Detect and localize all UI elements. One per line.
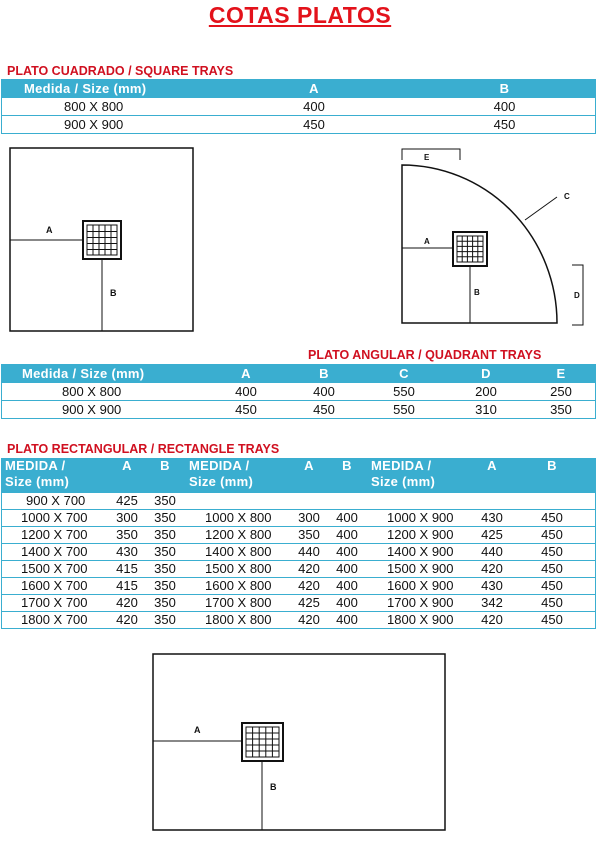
table-row xyxy=(2,595,596,612)
table-row xyxy=(2,561,596,578)
cell-b: 450 xyxy=(509,561,596,578)
quadrant-table xyxy=(1,364,596,419)
col-header-d: D xyxy=(445,365,527,383)
table-row xyxy=(2,612,596,629)
table-row xyxy=(2,493,596,510)
col-header-c: C xyxy=(363,365,445,383)
cell-size: 800 X 800 xyxy=(2,98,215,116)
rectangle-table-header xyxy=(2,458,596,493)
cell-size: 1400 X 900 xyxy=(368,544,475,561)
cell-size: 900 X 700 xyxy=(2,493,111,510)
cell-a: 430 xyxy=(475,510,509,527)
cell-size: 1600 X 900 xyxy=(368,578,475,595)
cell-size xyxy=(368,493,475,510)
cell-size: 1000 X 800 xyxy=(186,510,292,527)
table-row xyxy=(2,383,596,401)
cell-a: 430 xyxy=(475,578,509,595)
cell-a xyxy=(475,493,509,510)
cell-a: 440 xyxy=(292,544,326,561)
cell-a: 420 xyxy=(475,561,509,578)
cell-size: 1700 X 700 xyxy=(2,595,111,612)
cell-size: 1600 X 700 xyxy=(2,578,111,595)
cell-b: 350 xyxy=(144,527,186,544)
cell-a: 420 xyxy=(292,561,326,578)
square-tray-diagram xyxy=(0,140,200,340)
drain-grate-icon xyxy=(83,221,121,259)
col-header-size-2: MEDIDA / Size (mm) xyxy=(186,458,292,493)
cell-b: 350 xyxy=(144,612,186,629)
cell-b: 450 xyxy=(509,595,596,612)
cell-b: 350 xyxy=(144,578,186,595)
cell-e: 250 xyxy=(527,383,596,401)
cell-size: 800 X 800 xyxy=(2,383,208,401)
cell-b: 400 xyxy=(326,561,368,578)
cell-a: 415 xyxy=(110,578,144,595)
cell-size: 900 X 900 xyxy=(2,116,215,134)
label-b: B xyxy=(474,288,480,297)
table-row xyxy=(2,98,596,116)
cell-a: 400 xyxy=(207,383,285,401)
label-a: A xyxy=(194,725,201,735)
col-header-size: Medida / Size (mm) xyxy=(2,80,215,98)
col-header-b-3: B xyxy=(509,458,596,493)
table-row xyxy=(2,116,596,134)
table-row xyxy=(2,510,596,527)
drain-grate-icon xyxy=(242,723,283,761)
cell-a: 300 xyxy=(110,510,144,527)
quadrant-section-title: PLATO ANGULAR / QUADRANT TRAYS xyxy=(308,348,542,362)
col-header-b-2: B xyxy=(326,458,368,493)
rectangle-table xyxy=(1,458,596,629)
cell-a: 420 xyxy=(110,595,144,612)
page-title: COTAS PLATOS xyxy=(208,2,392,28)
cell-size: 1700 X 800 xyxy=(186,595,292,612)
cell-b: 400 xyxy=(326,595,368,612)
cell-a xyxy=(292,493,326,510)
col-header-size: Medida / Size (mm) xyxy=(2,365,208,383)
cell-a: 420 xyxy=(475,612,509,629)
cell-size: 1600 X 800 xyxy=(186,578,292,595)
cell-size: 1800 X 800 xyxy=(186,612,292,629)
label-e: E xyxy=(424,153,430,162)
dimension-line-c xyxy=(525,197,557,220)
cell-size: 900 X 900 xyxy=(2,401,208,419)
cell-b: 450 xyxy=(414,116,596,134)
cell-a: 350 xyxy=(292,527,326,544)
cell-size: 1400 X 800 xyxy=(186,544,292,561)
cell-a: 430 xyxy=(110,544,144,561)
col-header-e: E xyxy=(527,365,596,383)
cell-a: 420 xyxy=(292,612,326,629)
cell-a: 440 xyxy=(475,544,509,561)
label-a: A xyxy=(46,225,53,235)
dimension-bracket-e xyxy=(402,149,460,160)
cell-b: 350 xyxy=(144,510,186,527)
quadrant-table-header xyxy=(2,365,596,383)
cell-a: 350 xyxy=(110,527,144,544)
tray-outline xyxy=(153,654,445,830)
cell-e: 350 xyxy=(527,401,596,419)
col-header-b-1: B xyxy=(144,458,186,493)
cell-size: 1000 X 900 xyxy=(368,510,475,527)
cell-a: 420 xyxy=(110,612,144,629)
cell-a: 450 xyxy=(214,116,414,134)
cell-b xyxy=(509,493,596,510)
cell-b: 450 xyxy=(509,527,596,544)
cell-size: 1000 X 700 xyxy=(2,510,111,527)
cell-b: 350 xyxy=(144,595,186,612)
cell-a: 425 xyxy=(292,595,326,612)
col-header-a: A xyxy=(207,365,285,383)
cell-b: 450 xyxy=(509,612,596,629)
table-row xyxy=(2,527,596,544)
table-row xyxy=(2,578,596,595)
cell-b: 350 xyxy=(144,493,186,510)
col-header-a-1: A xyxy=(110,458,144,493)
col-header-size-1: MEDIDA / Size (mm) xyxy=(2,458,111,493)
cell-size: 1200 X 700 xyxy=(2,527,111,544)
cell-size: 1700 X 900 xyxy=(368,595,475,612)
col-header-a-3: A xyxy=(475,458,509,493)
cell-size: 1200 X 900 xyxy=(368,527,475,544)
cell-b: 400 xyxy=(326,544,368,561)
cell-a: 300 xyxy=(292,510,326,527)
cell-size: 1800 X 900 xyxy=(368,612,475,629)
rectangle-section-title: PLATO RECTANGULAR / RECTANGLE TRAYS xyxy=(7,442,280,456)
cell-a: 415 xyxy=(110,561,144,578)
square-table-header xyxy=(2,80,596,98)
table-row xyxy=(2,401,596,419)
cell-b xyxy=(326,493,368,510)
cell-size: 1500 X 900 xyxy=(368,561,475,578)
cell-b: 450 xyxy=(509,544,596,561)
cell-size xyxy=(186,493,292,510)
cell-c: 550 xyxy=(363,383,445,401)
square-section-title: PLATO CUADRADO / SQUARE TRAYS xyxy=(7,64,234,78)
cell-b: 450 xyxy=(509,578,596,595)
label-a: A xyxy=(424,237,430,246)
rectangle-tray-diagram xyxy=(150,650,450,835)
cell-a: 425 xyxy=(110,493,144,510)
cell-b: 400 xyxy=(326,527,368,544)
cell-b: 450 xyxy=(509,510,596,527)
cell-size: 1800 X 700 xyxy=(2,612,111,629)
cell-size: 1500 X 800 xyxy=(186,561,292,578)
cell-size: 1400 X 700 xyxy=(2,544,111,561)
label-b: B xyxy=(270,782,277,792)
table-row xyxy=(2,544,596,561)
cell-b: 400 xyxy=(326,578,368,595)
cell-size: 1200 X 800 xyxy=(186,527,292,544)
cell-b: 400 xyxy=(414,98,596,116)
quadrant-tray-diagram xyxy=(390,140,600,340)
label-c: C xyxy=(564,192,570,201)
label-b: B xyxy=(110,288,117,298)
cell-size: 1500 X 700 xyxy=(2,561,111,578)
col-header-a-2: A xyxy=(292,458,326,493)
cell-c: 550 xyxy=(363,401,445,419)
cell-d: 310 xyxy=(445,401,527,419)
rectangle-table-body xyxy=(2,493,596,629)
cell-a: 450 xyxy=(207,401,285,419)
col-header-a: A xyxy=(214,80,414,98)
drain-grate-icon xyxy=(453,232,487,266)
cell-b: 400 xyxy=(285,383,363,401)
cell-d: 200 xyxy=(445,383,527,401)
square-table xyxy=(1,79,596,134)
cell-a: 420 xyxy=(292,578,326,595)
cell-a: 425 xyxy=(475,527,509,544)
cell-b: 350 xyxy=(144,561,186,578)
cell-b: 400 xyxy=(326,510,368,527)
cell-b: 450 xyxy=(285,401,363,419)
label-d: D xyxy=(574,291,580,300)
col-header-b: B xyxy=(414,80,596,98)
cell-a: 342 xyxy=(475,595,509,612)
cell-b: 400 xyxy=(326,612,368,629)
col-header-b: B xyxy=(285,365,363,383)
cell-b: 350 xyxy=(144,544,186,561)
cell-a: 400 xyxy=(214,98,414,116)
col-header-size-3: MEDIDA / Size (mm) xyxy=(368,458,475,493)
